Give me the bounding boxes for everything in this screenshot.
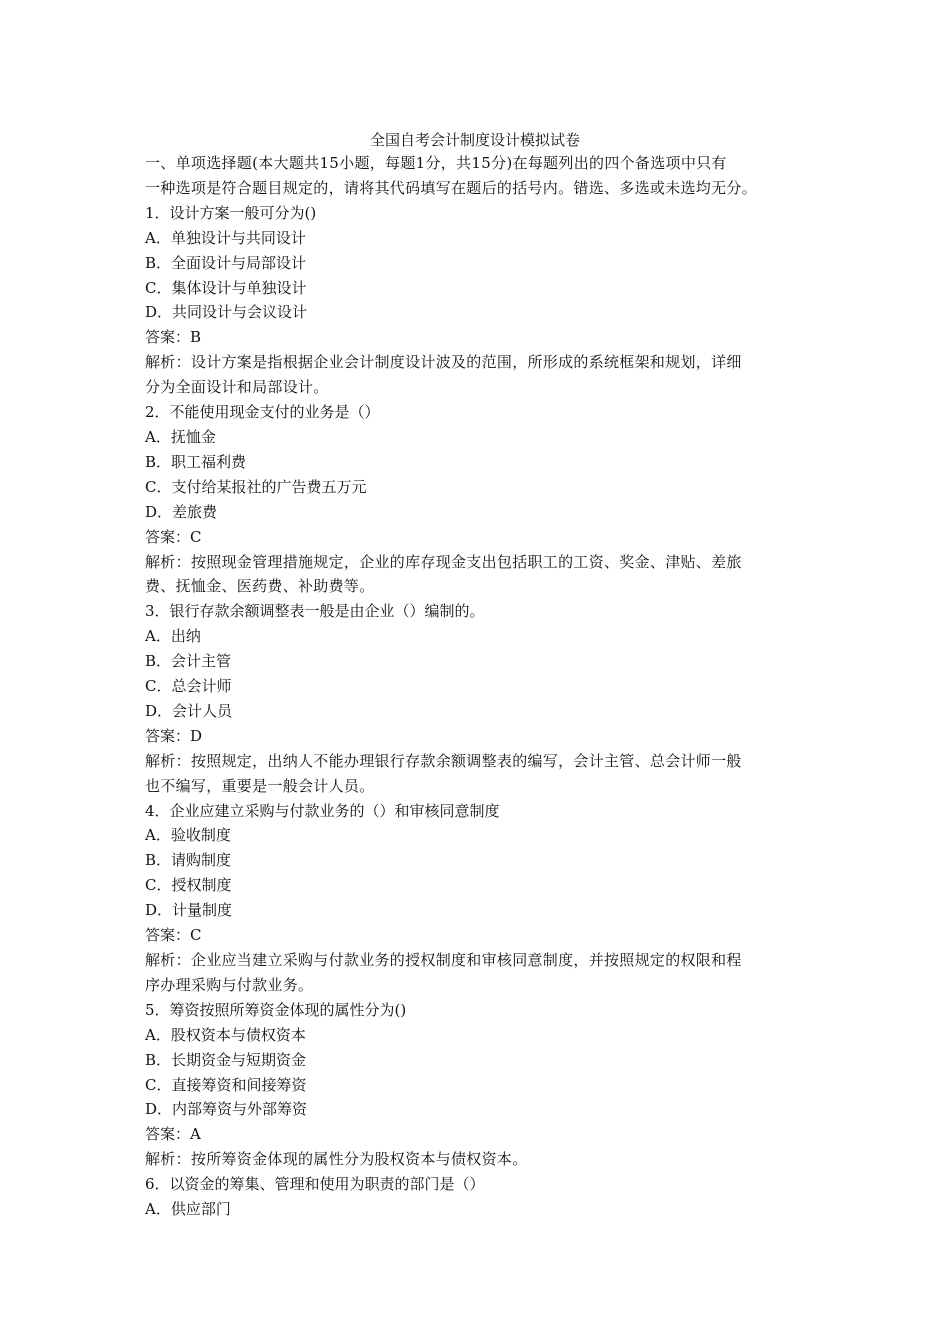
- answer: 答案：D: [145, 726, 203, 745]
- question-stem: 2．不能使用现金支付的业务是（）: [145, 403, 380, 422]
- option-b: B．长期资金与短期资金: [145, 1050, 307, 1069]
- option-a: A．抚恤金: [145, 427, 216, 446]
- question-block: [145, 799, 805, 998]
- question-stem: 5．筹资按照所筹资金体现的属性分为(): [145, 1000, 407, 1019]
- question-stem: 1．设计方案一般可分为(): [145, 203, 317, 222]
- analysis-line: 序办理采购与付款业务。: [145, 975, 314, 994]
- section-intro-line: 一、单项选择题(本大题共15小题，每题1分，共15分)在每题列出的四个备选项中只有: [145, 154, 727, 172]
- option-a: A．供应部门: [145, 1200, 231, 1219]
- option-d: D．差旅费: [145, 502, 218, 521]
- option-b: B．请购制度: [145, 851, 232, 870]
- question-stem: 3．银行存款余额调整表一般是由企业（）编制的。: [145, 602, 485, 621]
- option-c: C．授权制度: [145, 876, 232, 895]
- answer: 答案：A: [145, 1125, 201, 1144]
- option-c: C．集体设计与单独设计: [145, 278, 307, 297]
- option-d: D．内部筹资与外部筹资: [145, 1100, 308, 1119]
- question-stem: 4．企业应建立采购与付款业务的（）和审核同意制度: [145, 801, 500, 820]
- option-b: B．职工福利费: [145, 452, 247, 471]
- answer: 答案：C: [145, 926, 202, 945]
- option-d: D．计量制度: [145, 901, 233, 920]
- option-b: B．全面设计与局部设计: [145, 253, 307, 272]
- option-d: D．会计人员: [145, 701, 233, 720]
- answer: 答案：B: [145, 328, 202, 347]
- option-d: D．共同设计与会议设计: [145, 303, 308, 322]
- question-block: [145, 201, 805, 400]
- option-c: C．总会计师: [145, 677, 232, 696]
- page-title: 全国自考会计制度设计模拟试卷: [369, 131, 580, 149]
- option-a: A．股权资本与债权资本: [145, 1025, 306, 1044]
- analysis-line: 也不编写，重要是一般会计人员。: [145, 776, 375, 795]
- analysis-line: 解析：按照规定，出纳人不能办理银行存款余额调整表的编写，会计主管、总会计师一般: [145, 751, 742, 770]
- question-block: [145, 599, 805, 798]
- analysis-line: 解析：设计方案是指根据企业会计制度设计波及的范围，所形成的系统框架和规划，详细: [145, 353, 742, 372]
- question-block: [145, 998, 805, 1172]
- document-body: [145, 151, 805, 1222]
- analysis-line: 解析：按所筹资金体现的属性分为股权资本与债权资本。: [145, 1150, 528, 1169]
- question-block: [145, 400, 805, 599]
- option-a: A．单独设计与共同设计: [145, 228, 306, 247]
- section-intro-line: 一种选项是符合题目规定的，请将其代码填写在题后的括号内。错选、多选或未选均无分。: [145, 178, 758, 197]
- option-c: C．直接筹资和间接筹资: [145, 1075, 307, 1094]
- option-b: B．会计主管: [145, 652, 232, 671]
- question-stem: 6．以资金的筹集、管理和使用为职责的部门是（）: [145, 1175, 485, 1194]
- analysis-line: 分为全面设计和局部设计。: [145, 378, 329, 397]
- option-a: A．验收制度: [145, 826, 231, 845]
- analysis-line: 解析：企业应当建立采购与付款业务的授权制度和审核同意制度，并按照规定的权限和程: [145, 951, 742, 969]
- analysis-line: 费、抚恤金、医药费、补助费等。: [145, 577, 375, 596]
- answer: 答案：C: [145, 527, 202, 546]
- option-a: A．出纳: [145, 627, 201, 646]
- analysis-line: 解析：按照现金管理措施规定，企业的库存现金支出包括职工的工资、奖金、津贴、差旅: [145, 552, 742, 571]
- option-c: C．支付给某报社的广告费五万元: [145, 477, 367, 496]
- question-block: [145, 1172, 805, 1222]
